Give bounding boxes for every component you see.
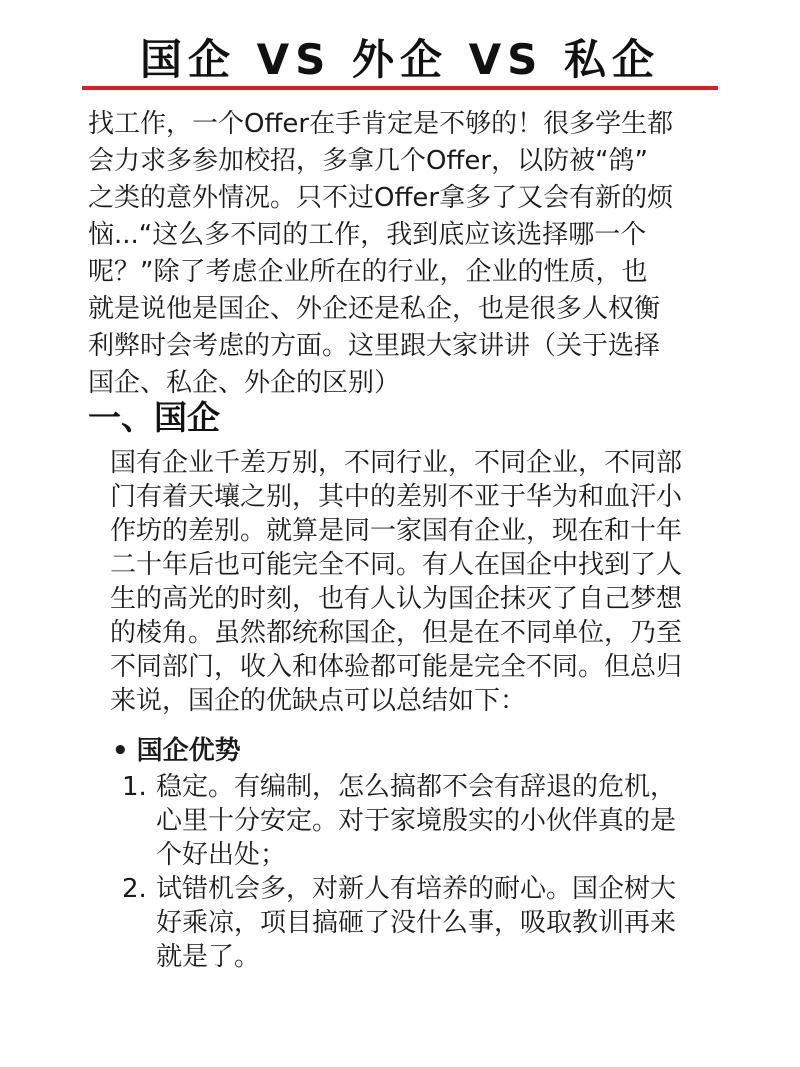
bullet-label: 国企优势 [136,736,241,766]
page-title: 国企 VS 外企 VS 私企 [140,35,660,84]
list-item-line: 心里十分安定。对于家境殷实的小伙伴真的是 [156,806,677,836]
bullet-dot-icon: • [112,736,129,766]
title-underline [82,86,718,90]
intro-line: 恼...“这么多不同的工作，我到底应该选择哪一个 [88,220,647,250]
list-item-number: 1. [122,772,147,802]
list-item-line: 好乘凉，项目搞砸了没什么事，吸取教训再来 [156,908,677,938]
intro-paragraph [88,106,728,402]
intro-line: 就是说他是国企、外企还是私企，也是很多人权衡 [88,294,661,324]
list-item-line: 稳定。有编制，怎么搞都不会有辞退的危机， [156,772,677,802]
body-line: 生的高光的时刻，也有人认为国企抹灭了自己梦想 [110,584,683,614]
bullet-heading [112,733,241,769]
intro-line: 呢？”除了考虑企业所在的行业，企业的性质，也 [88,257,648,287]
section-heading: 一、国企 [88,398,220,437]
intro-line: 会力求多参加校招，多拿几个Offer，以防被“鸽” [88,146,649,176]
intro-line: 国企、私企、外企的区别） [88,368,401,398]
body-line: 的棱角。虽然都统称国企，但是在不同单位，乃至 [110,618,683,648]
list-item-line: 就是了。 [156,942,261,972]
intro-line: 之类的意外情况。只不过Offer拿多了又会有新的烦 [88,183,674,213]
intro-line: 找工作，一个Offer在手肯定是不够的！很多学生都 [88,109,674,139]
list-item-line: 个好出处； [156,840,287,870]
section-body-paragraph [110,446,750,718]
list-item-number: 2. [122,874,147,904]
body-line: 来说，国企的优缺点可以总结如下： [110,686,527,716]
intro-line: 利弊时会考虑的方面。这里跟大家讲讲（关于选择 [88,331,661,361]
body-line: 作坊的差别。就算是同一家国有企业，现在和十年 [110,516,683,546]
body-line: 二十年后也可能完全不同。有人在国企中找到了人 [110,550,683,580]
list-item [122,770,742,872]
body-line: 不同部门，收入和体验都可能是完全不同。但总归 [110,652,683,682]
list-item-line: 试错机会多，对新人有培养的耐心。国企树大 [156,874,677,904]
list-item [122,872,742,974]
body-line: 门有着天壤之别，其中的差别不亚于华为和血汗小 [110,482,683,512]
body-line: 国有企业千差万别，不同行业，不同企业，不同部 [110,448,683,478]
